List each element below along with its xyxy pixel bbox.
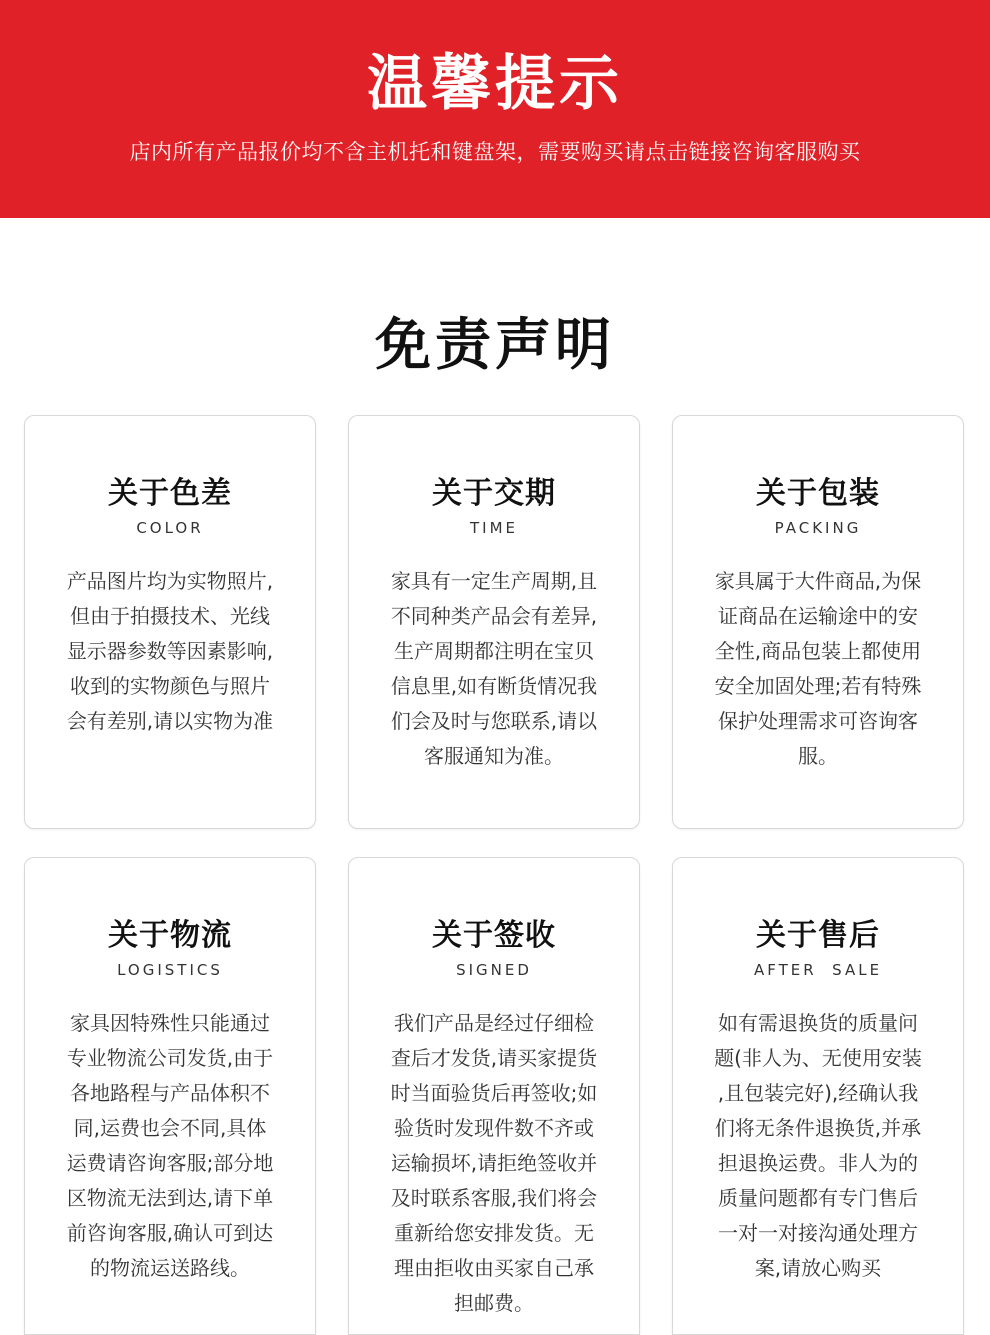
card-line: 服。: [798, 744, 838, 768]
card-signed: [348, 857, 640, 1335]
card-line: 们将无条件退换货,并承: [714, 1116, 922, 1140]
card-title: 关于交期: [432, 476, 556, 511]
card-line: 担退换运费。非人为的: [718, 1151, 918, 1175]
card-line: 理由拒收由买家自己承: [394, 1256, 594, 1280]
card-line: 区物流无法到达,请下单: [66, 1186, 274, 1210]
card-line: 运费请咨询客服;部分地: [66, 1151, 274, 1175]
card-line: 证商品在运输途中的安: [718, 604, 918, 628]
card-line: 专业物流公司发货,由于: [66, 1046, 274, 1070]
card-line: 不同种类产品会有差异,: [390, 604, 598, 628]
card-line: 我们产品是经过仔细检: [394, 1011, 594, 1035]
card-body: [47, 564, 293, 739]
banner-subtitle: 店内所有产品报价均不含主机托和键盘架，需要购买请点击链接咨询客服购买: [129, 140, 861, 164]
card-body: [371, 1006, 617, 1321]
disclaimer-title: 免责声明: [375, 313, 615, 378]
card-title: 关于签收: [432, 918, 556, 953]
card-subtitle: TIME: [469, 519, 518, 537]
card-line: 担邮费。: [454, 1291, 534, 1315]
card-line: 同,运费也会不同,具体: [73, 1116, 267, 1140]
card-title: 关于售后: [756, 918, 880, 953]
card-line: 各地路程与产品体积不: [70, 1081, 270, 1105]
card-line: 时当面验货后再签收;如: [390, 1081, 598, 1105]
card-line: 题(非人为、无使用安装: [714, 1046, 922, 1070]
card-line: 保护处理需求可咨询客: [718, 709, 918, 733]
card-packing: [672, 415, 964, 829]
card-line: 案,请放心购买: [754, 1256, 882, 1280]
card-line: 前咨询客服,确认可到达: [66, 1221, 274, 1245]
card-subtitle: COLOR: [136, 519, 204, 537]
card-line: 的物流运送路线。: [90, 1256, 250, 1280]
card-line: 查后才发货,请买家提货: [390, 1046, 598, 1070]
card-line: 客服通知为准。: [424, 744, 564, 768]
card-line: 家具因特殊性只能通过: [70, 1011, 270, 1035]
card-title: 关于物流: [108, 918, 232, 953]
card-body: [695, 564, 941, 774]
card-line: 会有差别,请以实物为准: [66, 709, 274, 733]
card-line: 质量问题都有专门售后: [718, 1186, 918, 1210]
card-line: 及时联系客服,我们将会: [390, 1186, 598, 1210]
card-line: 运输损坏,请拒绝签收并: [390, 1151, 598, 1175]
card-line: 收到的实物颜色与照片: [70, 674, 270, 698]
card-subtitle: PACKING: [774, 519, 862, 537]
card-line: 产品图片均为实物照片,: [66, 569, 274, 593]
card-color: [24, 415, 316, 829]
card-title: 关于色差: [108, 476, 232, 511]
card-body: [47, 1006, 293, 1286]
card-subtitle: LOGISTICS: [117, 961, 223, 979]
banner-title: 温馨提示: [367, 49, 623, 119]
card-after-sale: [672, 857, 964, 1335]
card-line: 家具有一定生产周期,且: [390, 569, 598, 593]
card-line: 全性,商品包装上都使用: [714, 639, 922, 663]
card-subtitle: SIGNED: [456, 961, 532, 979]
card-line: 生产周期都注明在宝贝: [394, 639, 594, 663]
card-line: 安全加固处理;若有特殊: [714, 674, 922, 698]
card-subtitle: AFTER SALE: [753, 961, 883, 979]
card-line: 但由于拍摄技术、光线: [70, 604, 270, 628]
notice-banner: [0, 0, 990, 218]
card-line: 验货时发现件数不齐或: [394, 1116, 594, 1140]
card-line: 显示器参数等因素影响,: [66, 639, 274, 663]
card-line: ,且包装完好),经确认我: [717, 1081, 919, 1105]
card-time: [348, 415, 640, 829]
card-line: 们会及时与您联系,请以: [390, 709, 598, 733]
card-body: [371, 564, 617, 774]
card-line: 如有需退换货的质量问: [718, 1011, 918, 1035]
card-line: 信息里,如有断货情况我: [390, 674, 598, 698]
card-title: 关于包装: [756, 476, 880, 511]
card-body: [695, 1006, 941, 1286]
card-line: 一对一对接沟通处理方: [718, 1221, 918, 1245]
card-line: 重新给您安排发货。无: [394, 1221, 594, 1245]
card-logistics: [24, 857, 316, 1335]
card-line: 家具属于大件商品,为保: [714, 569, 922, 593]
